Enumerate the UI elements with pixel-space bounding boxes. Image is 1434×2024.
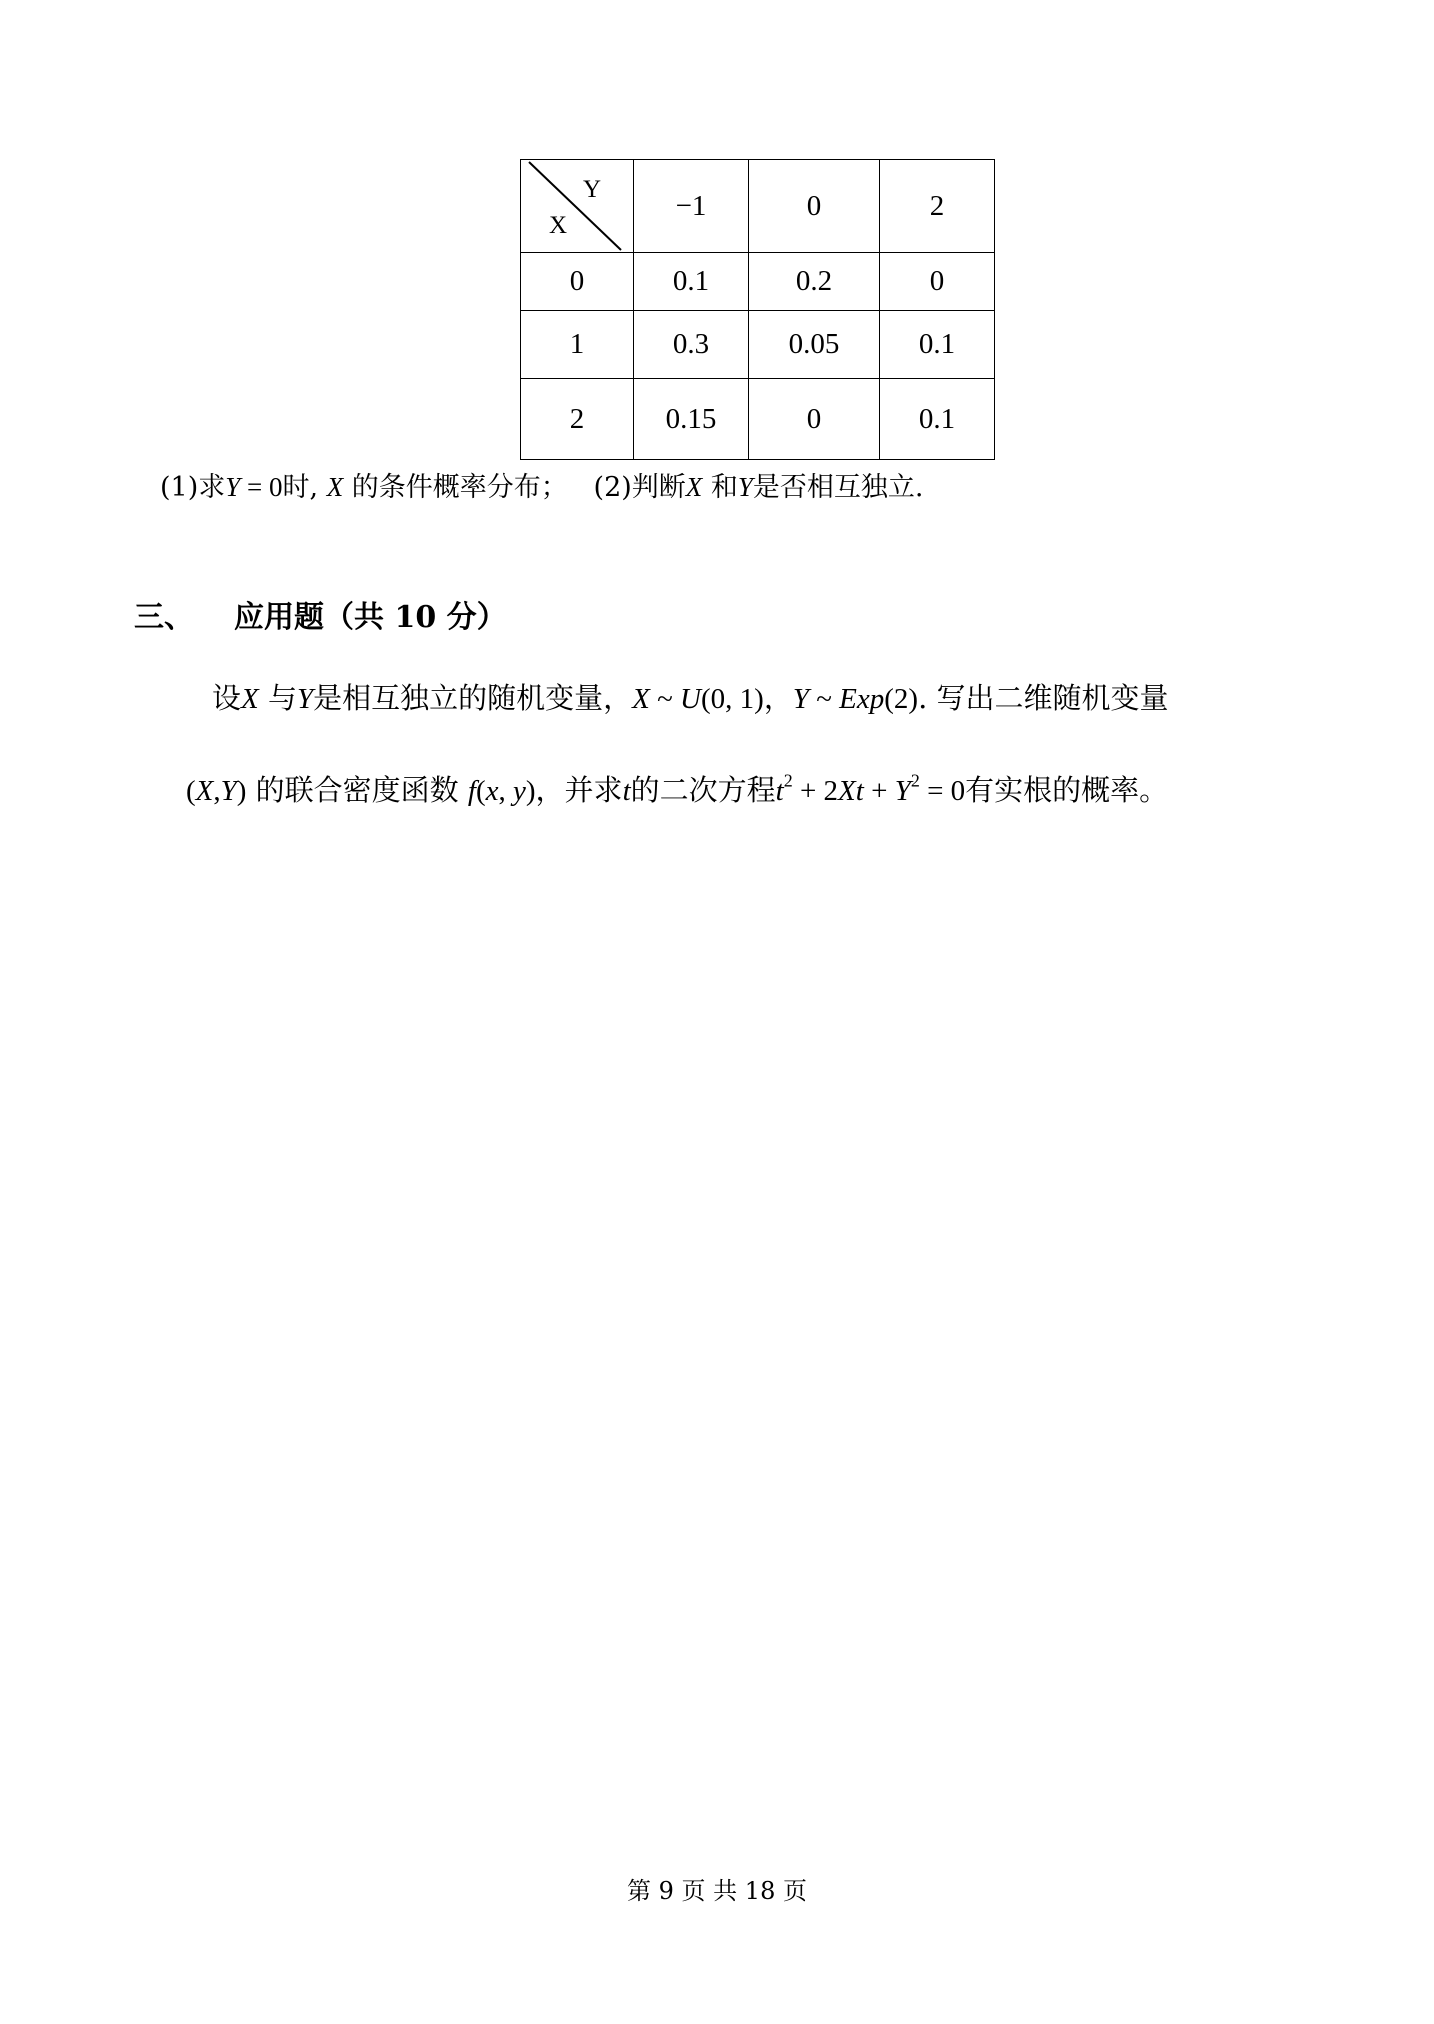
table-header-row [521,160,995,253]
table-cell: 0.1 [634,253,749,311]
q1-mid: 时, [282,472,327,503]
sub-questions [160,465,924,504]
q1-math-x: X [326,472,344,502]
q1-prefix: (1)求 [160,472,226,503]
q2-prefix: (2)判断 [593,472,686,503]
problem-line-2 [186,768,1168,809]
corner-label-x: X [549,212,568,239]
math-comma: , [213,775,221,807]
table-cell: 0 [880,253,995,311]
math-var-y: Y [296,683,314,715]
table-cell: 0.05 [749,311,880,379]
problem-text: ，并求 [535,773,623,807]
math-paren: ( [475,775,486,807]
table-corner-cell [521,160,634,253]
table-header-cell: 2 [880,160,995,253]
problem-text: 设 [212,681,242,715]
table-row-label: 1 [521,311,634,379]
math-var-y: Y [220,775,237,807]
q2-and: 和 [702,472,738,503]
math-paren: ) [236,775,247,807]
math-var-x: x [485,775,499,807]
q2-math-y: Y [737,472,753,502]
math-paren: ) [525,775,536,807]
math-tilde: ~ [808,683,840,715]
table-cell: 0.2 [749,253,880,311]
math-func-f: f [467,775,476,807]
corner-label-y: Y [582,176,601,203]
table-header-cell: −1 [634,160,749,253]
section-number: 三、 [134,600,194,635]
math-comma: , [498,775,513,807]
table-row [521,253,995,311]
q1-math-y: Y [225,472,241,502]
math-tilde: ~ [649,683,681,715]
math-var-y: Y [894,775,911,807]
page-footer: 第 9 页 共 18 页 [627,1877,807,1905]
problem-text: 有实根的概率。 [965,773,1169,807]
diagonal-line-icon [521,160,633,252]
math-var-y: y [513,775,526,807]
problem-text: ， [763,681,793,715]
table-row [521,379,995,460]
math-exponential: Exp [839,683,885,715]
problem-text: . 写出二维随机变量 [918,681,1169,715]
table-cell: 0.1 [880,379,995,460]
problem-text: 的二次方程 [630,773,776,807]
table-row-label: 2 [521,379,634,460]
joint-distribution-table [520,159,995,460]
math-var-x: X [195,775,214,807]
section-heading [134,592,507,636]
table-row-label: 0 [521,253,634,311]
math-equals-zero: = 0 [919,775,966,807]
math-var-y: Y [792,683,809,715]
section-title: 应用题（共 10 分） [234,600,507,635]
math-uniform: U [680,683,701,715]
problem-line-1 [212,676,1169,717]
q1-equals: = 0 [240,472,283,502]
table-cell: 0 [749,379,880,460]
math-operator: + [863,775,895,807]
table-cell: 0.15 [634,379,749,460]
math-term-xt: Xt [838,775,864,807]
q2-suffix: 是否相互独立. [752,472,924,503]
table-header-cell: 0 [749,160,880,253]
problem-text: 与 [258,681,297,715]
table-cell: 0.3 [634,311,749,379]
table-cell: 0.1 [880,311,995,379]
math-exponential-args: (2) [884,683,919,715]
math-exponent: 2 [783,770,793,791]
table-row [521,311,995,379]
problem-text: 的联合密度函数 [246,773,468,807]
math-uniform-args: (0, 1) [700,683,764,715]
math-var-t: t [622,775,631,807]
math-var-x: X [241,683,259,715]
math-var-t: t [775,775,784,807]
math-var-x: X [632,683,650,715]
math-operator: + 2 [792,775,839,807]
q1-suffix: 的条件概率分布； [343,472,568,503]
math-paren: ( [186,775,196,807]
q2-math-x: X [685,472,703,502]
problem-text: 是相互独立的随机变量， [313,681,633,715]
math-exponent: 2 [910,770,920,791]
